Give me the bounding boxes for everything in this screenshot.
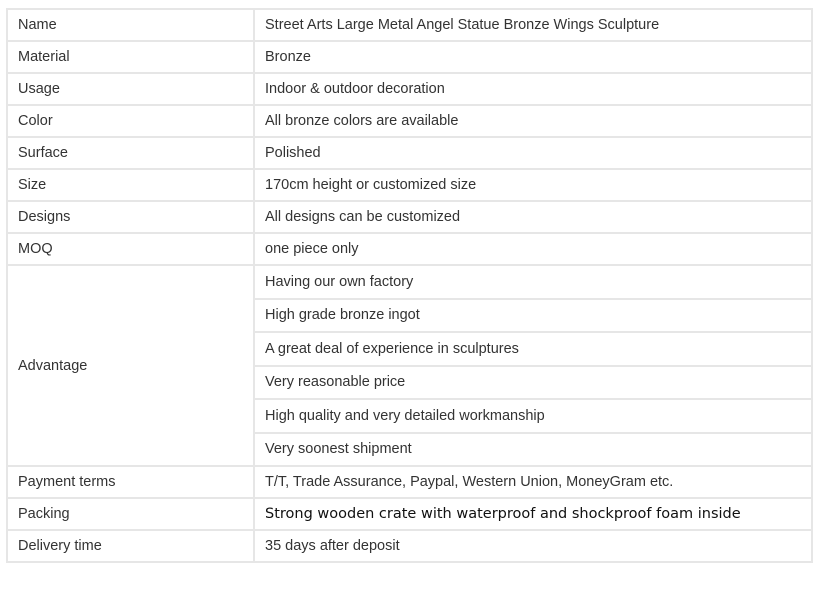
spec-value: All bronze colors are available <box>254 105 812 137</box>
spec-row-payment-terms <box>7 466 812 498</box>
advantage-item: High quality and very detailed workmanship <box>254 399 812 433</box>
spec-label: Delivery time <box>7 530 254 562</box>
advantage-item: Having our own factory <box>254 265 812 299</box>
spec-value: Strong wooden crate with waterproof and shockproof foam inside <box>254 498 812 530</box>
advantage-item: High grade bronze ingot <box>254 299 812 333</box>
spec-label: Packing <box>7 498 254 530</box>
spec-value: 35 days after deposit <box>254 530 812 562</box>
spec-value: All designs can be customized <box>254 201 812 233</box>
spec-row-delivery-time <box>7 530 812 562</box>
spec-label: Name <box>7 9 254 41</box>
spec-row-usage <box>7 73 812 105</box>
spec-row-advantage <box>7 265 812 299</box>
product-spec-table <box>6 8 813 563</box>
spec-row-material <box>7 41 812 73</box>
spec-label: Payment terms <box>7 466 254 498</box>
spec-value: Polished <box>254 137 812 169</box>
advantage-item: Very reasonable price <box>254 366 812 400</box>
spec-value: Bronze <box>254 41 812 73</box>
spec-row-designs <box>7 201 812 233</box>
spec-row-name <box>7 9 812 41</box>
advantage-item: A great deal of experience in sculptures <box>254 332 812 366</box>
spec-row-size <box>7 169 812 201</box>
spec-row-moq <box>7 233 812 265</box>
spec-row-packing <box>7 498 812 530</box>
spec-label: Size <box>7 169 254 201</box>
spec-label: Color <box>7 105 254 137</box>
spec-label: Material <box>7 41 254 73</box>
spec-row-color <box>7 105 812 137</box>
spec-value: T/T, Trade Assurance, Paypal, Western Union, MoneyGram etc. <box>254 466 812 498</box>
spec-value: Street Arts Large Metal Angel Statue Bronze Wings Sculpture <box>254 9 812 41</box>
spec-value: 170cm height or customized size <box>254 169 812 201</box>
spec-label: Advantage <box>7 265 254 466</box>
spec-label: MOQ <box>7 233 254 265</box>
spec-value: Indoor & outdoor decoration <box>254 73 812 105</box>
advantage-item: Very soonest shipment <box>254 433 812 467</box>
spec-label: Designs <box>7 201 254 233</box>
spec-value: one piece only <box>254 233 812 265</box>
spec-row-surface <box>7 137 812 169</box>
spec-label: Surface <box>7 137 254 169</box>
spec-label: Usage <box>7 73 254 105</box>
